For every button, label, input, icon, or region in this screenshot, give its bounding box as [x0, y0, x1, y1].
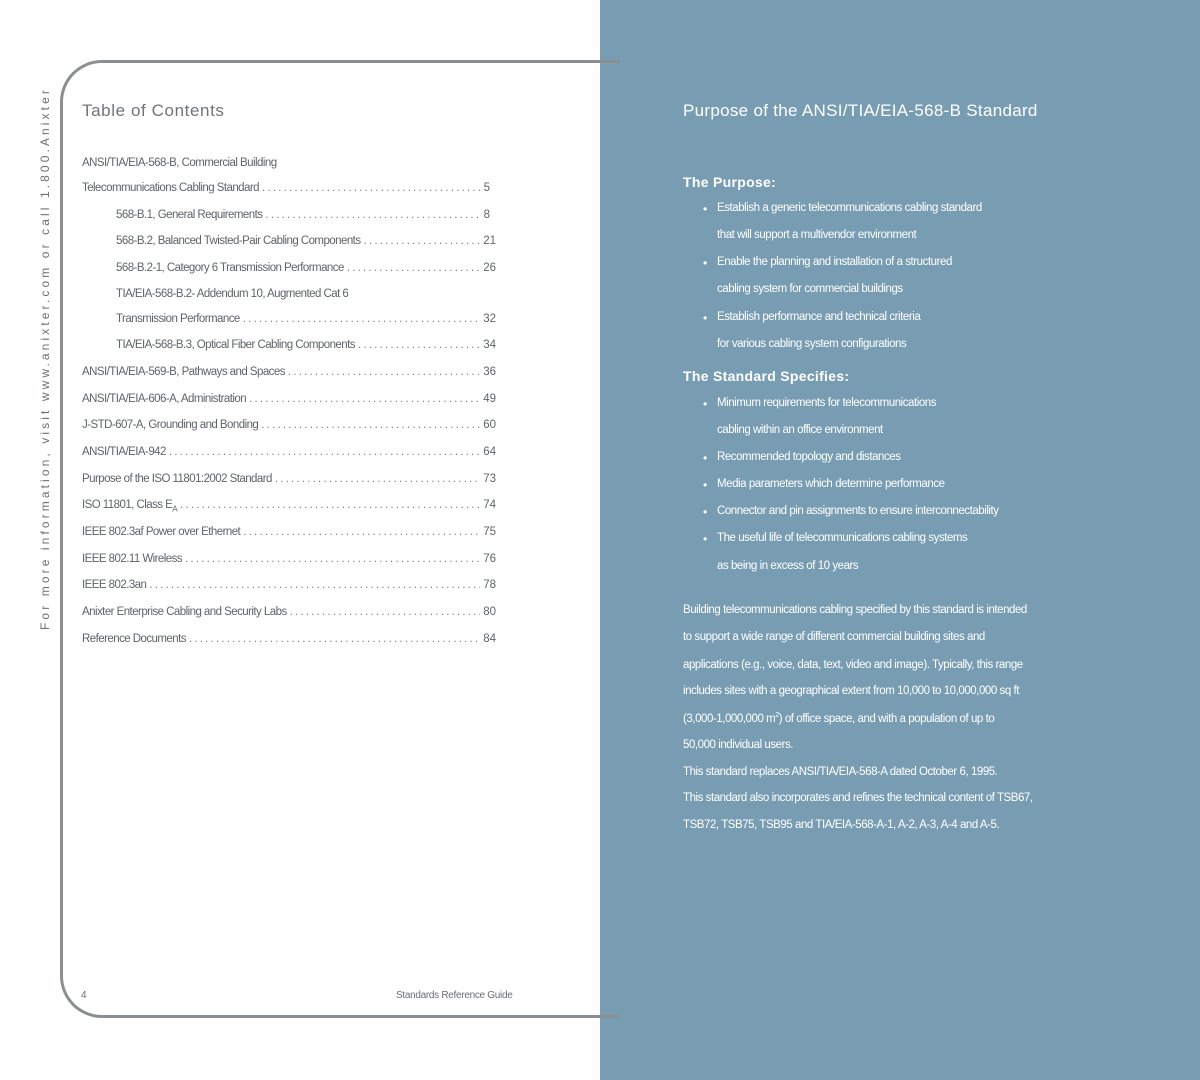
page-frame: [60, 60, 620, 1018]
toc-entry[interactable]: IEEE 802.11 Wireless ..... 76: [82, 553, 496, 565]
body-text-line: TSB72, TSB75, TSB95 and TIA/EIA-568-A-1, A-2, A-3, A-4 and A-5.: [683, 819, 1000, 831]
bullet-marker: •: [703, 505, 708, 519]
bullet-text: Media parameters which determine performance: [717, 478, 945, 490]
footer-guide-name: Standards Reference Guide: [396, 990, 513, 1001]
bullet-text: The useful life of telecommunications cabling systems: [717, 532, 968, 544]
body-text-line: This standard also incorporates and refines the technical content of TSB67,: [683, 792, 1033, 804]
toc-entry[interactable]: J-STD-607-A, Grounding and Bonding ..... 60: [82, 419, 496, 431]
toc-entry[interactable]: IEEE 802.3an ..... 78: [82, 579, 496, 591]
toc-title: Table of Contents: [82, 101, 225, 120]
toc-entry[interactable]: 568-B.2, Balanced Twisted-Pair Cabling Components ..... 21: [116, 235, 496, 247]
body-text-line: includes sites with a geographical extent from 10,000 to 10,000,000 sq ft: [683, 685, 1020, 697]
toc-entry[interactable]: ANSI/TIA/EIA-606-A, Administration ..... 49: [82, 393, 496, 405]
bullet-marker: •: [703, 202, 708, 216]
bullet-text: Enable the planning and installation of a structured: [717, 256, 952, 268]
toc-entry[interactable]: Anixter Enterprise Cabling and Security Labs ..... 80: [82, 606, 496, 618]
purpose-heading: The Purpose:: [683, 174, 777, 190]
toc-entry[interactable]: ISO 11801, Class $E_A$ ..... 74: [82, 499, 496, 513]
body-text-line: Building telecommunications cabling specified by this standard is intended: [683, 604, 1027, 616]
body-text-line: applications (e.g., voice, data, text, video and image). Typically, this range: [683, 659, 1023, 671]
bullet-marker: •: [703, 311, 708, 325]
toc-entry[interactable]: Telecommunications Cabling Standard ..... 5: [82, 182, 490, 194]
toc-entry[interactable]: ANSI/TIA/EIA-942 ..... 64: [82, 446, 496, 458]
toc-entry[interactable]: 568-B.2-1, Category 6 Transmission Performance ..... 26: [116, 262, 496, 274]
bullet-text: cabling system for commercial buildings: [717, 283, 903, 295]
bullet-marker: •: [703, 532, 708, 546]
bullet-text: as being in excess of 10 years: [717, 560, 859, 572]
body-text-line: This standard replaces ANSI/TIA/EIA-568-A dated October 6, 1995.: [683, 766, 998, 778]
bullet-text: Recommended topology and distances: [717, 451, 901, 463]
bullet-text: for various cabling system configurations: [717, 338, 907, 350]
section-title: Purpose of the ANSI/TIA/EIA-568-B Standard: [683, 101, 1038, 120]
bullet-marker: •: [703, 478, 708, 492]
bullet-text: Minimum requirements for telecommunications: [717, 397, 937, 409]
body-text-line: to support a wide range of different commercial building sites and: [683, 631, 985, 643]
toc-entry[interactable]: TIA/EIA-568-B.2- Addendum 10, Augmented Cat 6: [116, 288, 349, 300]
bullet-text: that will support a multivendor environment: [717, 229, 917, 241]
side-contact-text: For more information, visit www.anixter.com or call 1.800.Anixter: [38, 87, 52, 630]
toc-entry[interactable]: 568-B.1, General Requirements ..... 8: [116, 209, 490, 221]
toc-entry[interactable]: Transmission Performance ..... 32: [116, 313, 496, 325]
toc-entry[interactable]: Purpose of the ISO 11801:2002 Standard ..... 73: [82, 473, 496, 485]
body-text-line: 50,000 individual users.: [683, 739, 794, 751]
bullet-text: cabling within an office environment: [717, 424, 883, 436]
bullet-marker: •: [703, 451, 708, 465]
toc-entry[interactable]: TIA/EIA-568-B.3, Optical Fiber Cabling Components ..... 34: [116, 339, 496, 351]
bullet-text: Establish performance and technical criteria: [717, 311, 921, 323]
body-text-line: (3,000-1,000,000 $m^2$) of office space, and with a population of up to: [683, 712, 995, 725]
toc-entry[interactable]: ANSI/TIA/EIA-568-B, Commercial Building: [82, 157, 277, 169]
specifies-heading: The Standard Specifies:: [683, 368, 850, 384]
bullet-text: Establish a generic telecommunications cabling standard: [717, 202, 982, 214]
toc-entry[interactable]: IEEE 802.3af Power over Ethernet ..... 75: [82, 526, 496, 538]
bullet-text: Connector and pin assignments to ensure interconnectability: [717, 505, 999, 517]
footer-page-number: 4: [81, 990, 87, 1001]
toc-entry[interactable]: ANSI/TIA/EIA-569-B, Pathways and Spaces ..... 36: [82, 366, 496, 378]
bullet-marker: •: [703, 256, 708, 270]
bullet-marker: •: [703, 397, 708, 411]
toc-entry[interactable]: Reference Documents ..... 84: [82, 633, 496, 645]
